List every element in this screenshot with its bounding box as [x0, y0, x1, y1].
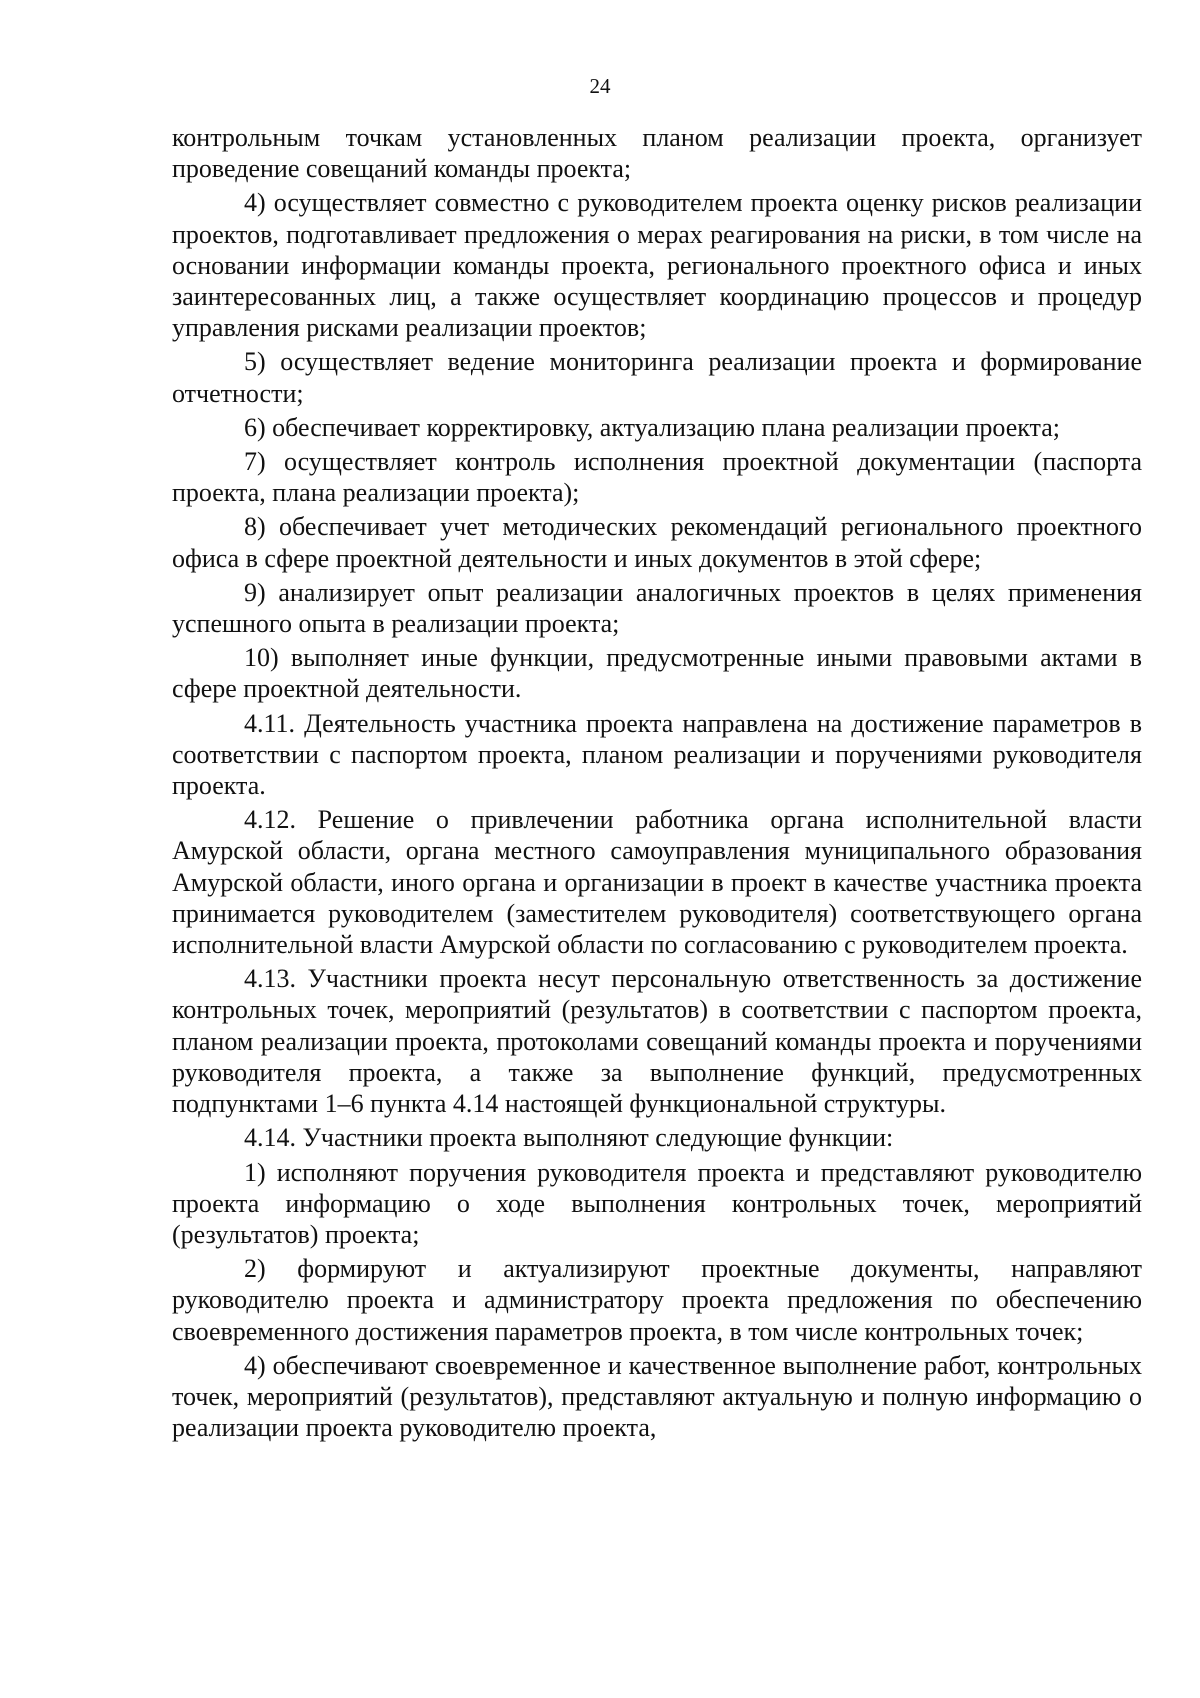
- clause-4-13: 4.13. Участники проекта несут персональную ответственность за достижение контрольных точек, мероприятий (результатов) в соответствии с паспортом проекта, планом реализации проекта, протоколами совещаний команды проекта и поручениями руководителя проекта, а также за выполнение функций, предусмотренных подпунктами 1–6 пункта 4.14 настоящей функциональной структуры.: [172, 964, 1142, 1119]
- list-item-7-document-control: 7) осуществляет контроль исполнения проектной документации (паспорта проекта, плана реализации проекта);: [172, 447, 1142, 508]
- clause-4-12: 4.12. Решение о привлечении работника органа исполнительной власти Амурской области, органа местного самоуправления муниципального образования Амурской области, иного органа и организации в проект в качестве участника проекта принимается руководителем (заместителем руководителя) соответствующего органа исполнительной власти Амурской области по согласованию с руководителем проекта.: [172, 805, 1142, 960]
- participant-function-1: 1) исполняют поручения руководителя проекта и представляют руководителю проекта информацию о ходе выполнения контрольных точек, мероприятий (результатов) проекта;: [172, 1157, 1142, 1249]
- clause-4-14: 4.14. Участники проекта выполняют следующие функции:: [244, 1123, 894, 1153]
- participant-function-4: 4) обеспечивают своевременное и качественное выполнение работ, контрольных точек, мероприятий (результатов), представляют актуальную и полную информацию о реализации проекта руководителю проекта,: [172, 1350, 1142, 1443]
- list-item-5-monitoring: 5) осуществляет ведение мониторинга реализации проекта и формирование отчетности;: [172, 347, 1142, 408]
- clause-4-11: 4.11. Деятельность участника проекта направлена на достижение параметров в соответствии с паспортом проекта, планом реализации и поручениями руководителя проекта.: [172, 708, 1142, 801]
- list-item-4-risk-assessment: 4) осуществляет совместно с руководителем проекта оценку рисков реализации проектов, подготавливает предложения о мерах реагирования на риски, в том числе на основании информации команды проекта, регионального проектного офиса и иных заинтересованных лиц, а также осуществляет координацию процессов и процедур управления рисками реализации проектов;: [172, 188, 1142, 343]
- list-item-9-experience-analysis: 9) анализирует опыт реализации аналогичных проектов в целях применения успешного опыта в реализации проекта;: [172, 577, 1142, 639]
- list-item-8-recommendations: 8) обеспечивает учет методических рекомендаций регионального проектного офиса в сфере проектной деятельности и иных документов в этой сфере;: [172, 512, 1142, 573]
- paragraph-continuation: контрольным точкам установленных планом реализации проекта, организует проведение совещаний команды проекта;: [172, 123, 1142, 184]
- document-body: [172, 122, 1142, 1446]
- list-item-10-other-functions: 10) выполняет иные функции, предусмотренные иными правовыми актами в сфере проектной деятельности.: [172, 643, 1142, 704]
- list-item-6-plan-update: 6) обеспечивает корректировку, актуализацию плана реализации проекта;: [244, 412, 1060, 442]
- page-number: 24: [589, 74, 611, 98]
- participant-function-2: 2) формируют и актуализируют проектные документы, направляют руководителю проекта и администратору проекта предложения по обеспечению своевременного достижения параметров проекта, в том числе контрольных точек;: [172, 1254, 1142, 1346]
